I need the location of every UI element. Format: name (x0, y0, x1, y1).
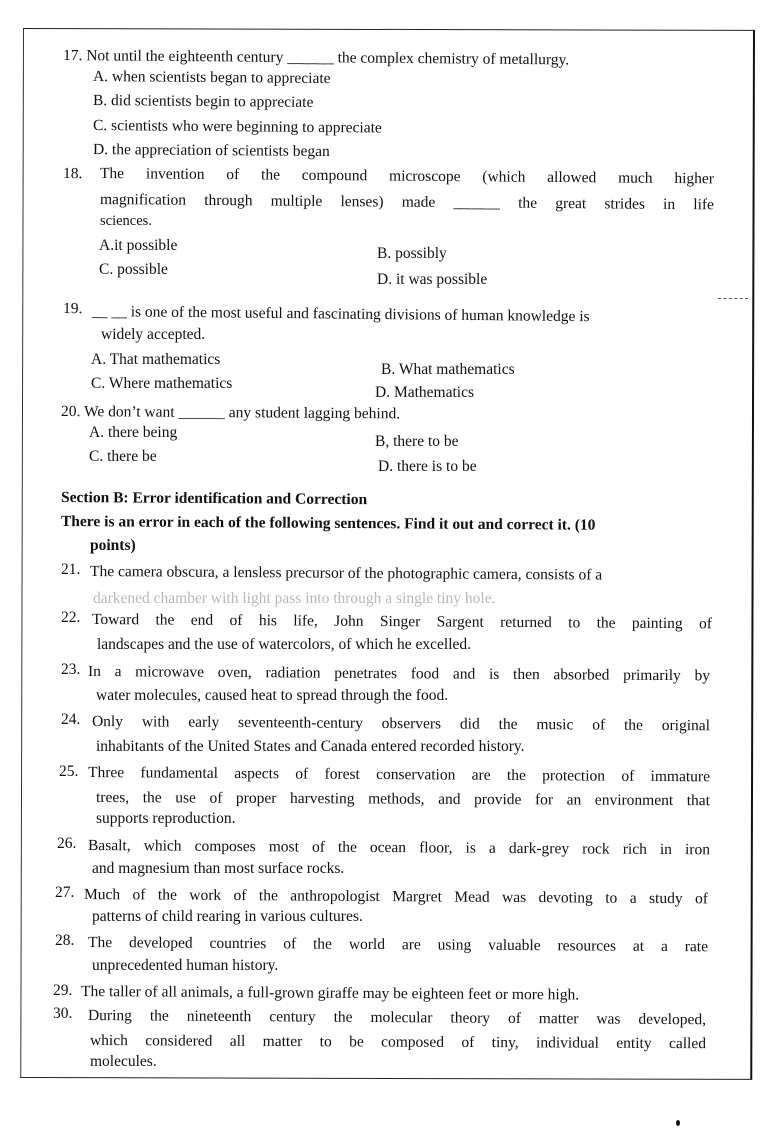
option-20-b (375, 433, 459, 451)
item-24-number: 24. (61, 711, 81, 728)
scan-artifact-dash (718, 298, 748, 299)
option-label: D. (375, 384, 391, 401)
item-29-number: 29. (53, 982, 73, 999)
item-30-number: 30. (53, 1005, 73, 1022)
option-20-c (89, 448, 157, 466)
option-label: B. (381, 361, 396, 378)
item-21-number: 21. (61, 561, 81, 578)
option-text: it was possible (395, 271, 488, 288)
option-text: scientists who were beginning to appreciate (111, 117, 382, 137)
option-text: Mathematics (393, 384, 475, 401)
option-text: it possible (114, 237, 178, 254)
question-18-number: 18. (62, 165, 83, 183)
option-text: there is to be (396, 458, 477, 475)
item-22-line-1: Toward the end of his life, John Singer Sargent returned to the painting of (91, 611, 713, 633)
option-text: the appreciation of scientists began (111, 141, 330, 161)
question-20 (61, 403, 400, 423)
question-19-number: 19. (62, 300, 83, 318)
option-label: D. (92, 141, 109, 159)
item-22-number: 22. (61, 609, 81, 626)
option-17-d (93, 141, 330, 161)
option-18-d (377, 271, 487, 289)
item-24-line-2: inhabitants of the United States and Canada entered recorded history. (96, 738, 525, 755)
option-17-c (93, 117, 382, 138)
option-label: C. (91, 375, 106, 392)
option-text: did scientists begin to appreciate (111, 92, 314, 111)
option-19-d (375, 384, 474, 402)
option-label: B, (375, 433, 390, 450)
question-18-stem-line-2: magnification through multiple lenses) made ______ the great strides in life (99, 191, 715, 214)
item-24-line-1: Only with early seventeenth-century observers did the music of the original (91, 713, 711, 735)
option-19-a (91, 351, 220, 369)
option-text: when scientists began to appreciate (111, 68, 331, 88)
item-25-number: 25. (59, 763, 79, 780)
section-b-instructions-line-2: points) (90, 537, 136, 554)
option-17-b (93, 92, 314, 112)
question-19-stem-line-1: __ __ is one of the most useful and fascinating divisions of human knowledge is (91, 303, 590, 326)
item-23-number: 23. (61, 661, 81, 678)
option-text: Where mathematics (108, 375, 233, 392)
question-19-stem-line-2: widely accepted. (101, 326, 206, 343)
option-text: there to be (393, 433, 459, 450)
item-27-line-1: Much of the work of the anthropologist Margret Mead was devoting to a study of (83, 886, 709, 908)
option-18-a (99, 237, 177, 255)
option-19-c (91, 375, 232, 393)
item-23-line-2: water molecules, caused heat to spread through the food. (96, 687, 449, 704)
item-21-line-2: darkened chamber with light pass into through a single tiny hole. (93, 590, 496, 607)
option-text: possibly (395, 245, 447, 262)
option-text: there be (107, 448, 157, 465)
item-27-line-2: patterns of child rearing in various cultures. (92, 908, 363, 925)
option-text: there being (107, 424, 178, 441)
item-30-line-2: which considered all matter to be composed of tiny, individual entity called (89, 1032, 707, 1053)
option-label: C. (89, 448, 104, 465)
question-stem: Not until the eighteenth century ______ the complex chemistry of metallurgy. (86, 47, 570, 69)
question-18-stem-line-1: The invention of the compound microscope (which allowed much higher (99, 165, 715, 188)
item-28-line-2: unprecedented human history. (92, 957, 279, 974)
option-label: A. (91, 351, 107, 368)
item-30-line-3: molecules. (90, 1053, 157, 1070)
item-26-line-1: Basalt, which composes most of the ocean floor, is a dark-grey rock rich in iron (87, 837, 711, 859)
option-label: C. (99, 261, 114, 278)
option-text: That mathematics (109, 351, 221, 368)
option-18-c (99, 261, 168, 279)
item-30-line-1: During the nineteenth century the molecular theory of matter was developed, (87, 1007, 707, 1029)
option-label: A. (89, 424, 105, 441)
option-20-d (378, 458, 477, 476)
item-26-number: 26. (57, 835, 77, 852)
question-18-stem-line-3: sciences. (100, 213, 152, 229)
option-19-b (381, 361, 515, 379)
item-28-line-1: The developed countries of the world are using valuable resources at a rate (87, 934, 709, 956)
option-18-b (377, 245, 447, 263)
question-number: 20. (60, 403, 81, 421)
item-29-line-1: The taller of all animals, a full-grown giraffe may be eighteen feet or more high. (80, 983, 580, 1004)
option-label: C. (92, 117, 108, 135)
item-21-line-1: The camera obscura, a lensless precursor of the photographic camera, consists of a (89, 563, 603, 584)
question-17 (63, 47, 569, 69)
question-number: 17. (62, 47, 83, 65)
item-23-line-1: In a microwave oven, radiation penetrates food and is then absorbed primarily by (87, 663, 711, 685)
option-label: A. (92, 68, 109, 86)
item-22-line-2: landscapes and the use of watercolors, of which he excelled. (97, 636, 472, 653)
item-25-line-3: supports reproduction. (96, 810, 236, 827)
option-text: possible (117, 261, 168, 278)
item-25-line-2: trees, the use of proper harvesting methods, and provide for an environment that (95, 789, 711, 810)
option-label: D. (377, 271, 393, 288)
option-label: A. (99, 237, 115, 254)
question-stem: We don’t want ______ any student lagging behind. (83, 403, 401, 423)
item-25-line-1: Three fundamental aspects of forest conservation are the protection of immature (87, 764, 711, 786)
option-20-a (89, 424, 177, 442)
item-26-line-2: and magnesium than most surface rocks. (92, 860, 345, 877)
item-27-number: 27. (55, 884, 75, 901)
section-b-title: Section B: Error identification and Correction (60, 489, 368, 509)
option-label: D. (378, 458, 394, 475)
option-17-a (93, 68, 331, 88)
option-label: B. (377, 245, 392, 262)
option-text: What mathematics (398, 361, 515, 378)
scan-artifact-dot (676, 1120, 680, 1126)
option-label: B. (92, 92, 108, 110)
section-b-instructions-line-1: There is an error in each of the following sentences. Find it out and correct it. (10 (60, 513, 596, 534)
item-28-number: 28. (55, 932, 75, 949)
